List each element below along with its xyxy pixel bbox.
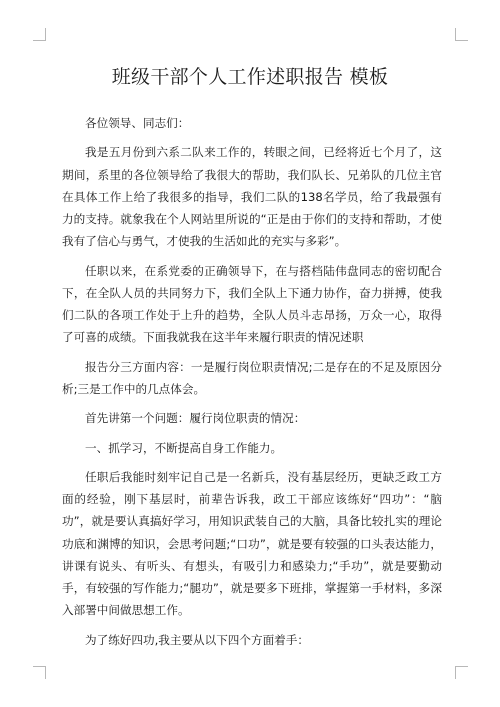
paragraph-approach: 为了练好四功,我主要从以下四个方面着手： (85, 632, 309, 647)
paragraph-first-issue: 首先讲第一个问题：履行岗位职责的情况： (85, 411, 306, 426)
document-title: 班级干部个人工作述职报告 模板 (111, 66, 389, 88)
paragraph-outline: 报告分三方面内容：一是履行岗位职责情况;二是存在的不足及原因分析;三是工作中的几点体会。 (62, 359, 442, 396)
crop-mark-top-right (455, 28, 468, 41)
paragraph-intro: 我是五月份到六系二队来工作的，转眼之间，已经将近七个月了，这期间，系里的各位领导给了我很大的帮助，我们队长、兄弟队的几位主官在具体工作上给了我很多的指导，我们二队的138名学员，给了我最强有力的支持。就象我在个人网站里所说的“正是由于你们的支持和帮助，才使我有了信心与勇气，才使我的生活如此的充实与多彩”。 (62, 145, 442, 249)
paragraph-four-skills: 任职后我能时刻牢记自己是一名新兵，没有基层经历，更缺乏政工方面的经验，刚下基层时，前辈告诉我，政工干部应该练好“四功”：“脑功”，就是要认真搞好学习，用知识武装自己的大脑，具备比较扎实的理论功底和渊博的知识，会思考问题;“口功”，就是要有较强的口头表达能力，讲课有说头、有听头、有想头，有吸引力和感染力;“手功”，就是要勤动手，有较强的写作能力;“腿功”，就是要多下班排，掌握第一手材料，多深入部署中间做思想工作。 (62, 469, 442, 618)
section-heading: 一、抓学习，不断提高自身工作能力。 (85, 440, 283, 455)
crop-mark-top-left (33, 28, 46, 41)
crop-mark-bottom-left (33, 666, 46, 679)
crop-mark-bottom-right (455, 666, 468, 679)
salutation: 各位领导、同志们： (85, 116, 190, 130)
document-body (62, 112, 442, 658)
paragraph-tenure: 任职以来，在系党委的正确领导下，在与搭档陆伟盘同志的密切配合下，在全队人员的共同努力下，我们全队上下通力协作，奋力拼搏，使我们二队的各项工作处于上升的趋势，全队人员斗志昂扬，万众一心，取得了可喜的成绩。下面我就我在这半年来履行职责的情况述职 (62, 263, 442, 345)
